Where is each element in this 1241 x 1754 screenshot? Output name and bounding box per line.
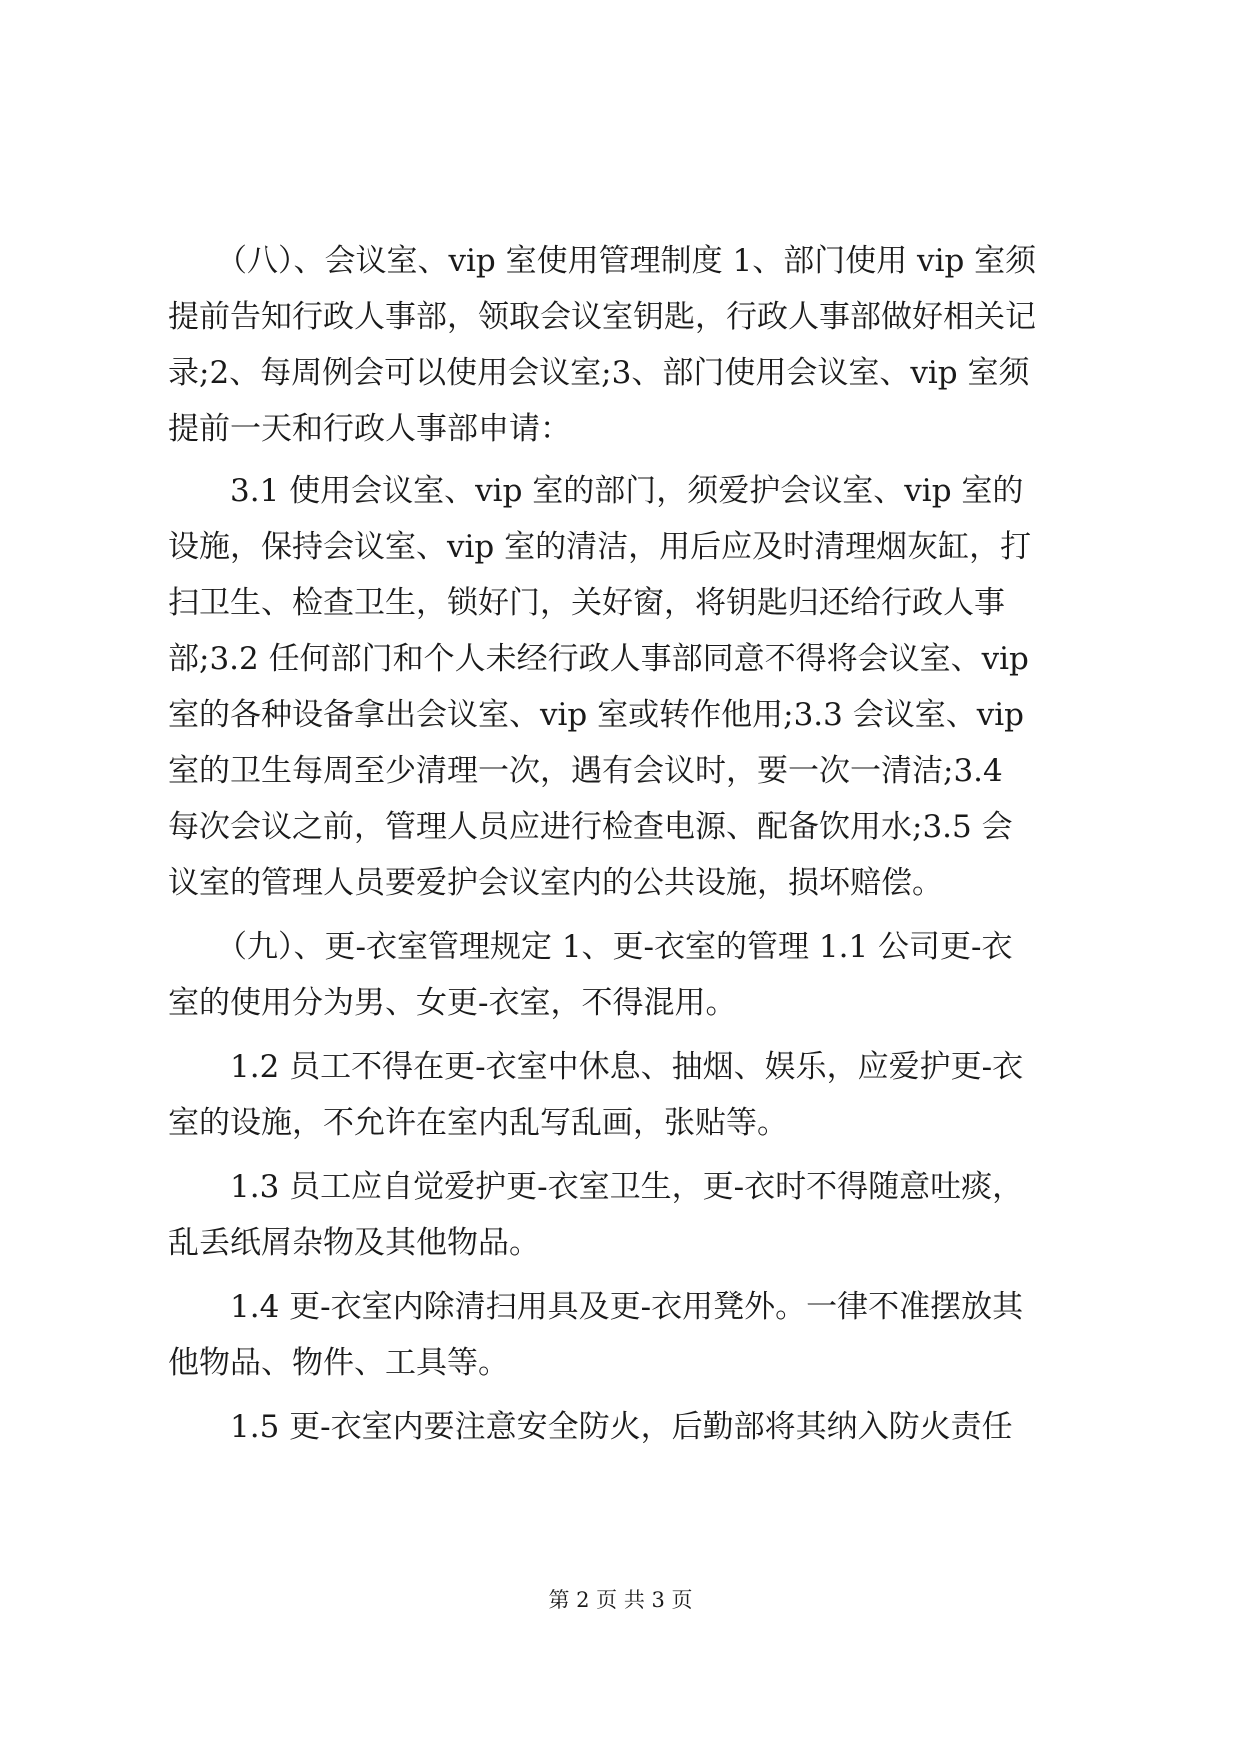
paragraph-line: 1.2 员工不得在更-衣室中休息、抽烟、娱乐，应爱护更-衣 — [230, 1049, 1024, 1085]
paragraph-line: 1.4 更-衣室内除清扫用具及更-衣用凳外。一律不准摆放其 — [230, 1289, 1024, 1325]
paragraph-line: 他物品、物件、工具等。 — [168, 1345, 509, 1381]
paragraph-line: 扫卫生、检查卫生，锁好门，关好窗，将钥匙归还给行政人事 — [168, 585, 1005, 621]
paragraph-line: （八）、会议室、vip 室使用管理制度 1、部门使用 vip 室须 — [216, 243, 1037, 279]
paragraph-line: 提前一天和行政人事部申请： — [168, 411, 571, 447]
paragraph-line: 室的设施，不允许在室内乱写乱画，张贴等。 — [168, 1105, 788, 1141]
paragraph-line: 提前告知行政人事部，领取会议室钥匙，行政人事部做好相关记 — [168, 299, 1036, 335]
paragraph-line: 1.5 更-衣室内要注意安全防火，后勤部将其纳入防火责任 — [230, 1409, 1013, 1445]
paragraph-line: 室的卫生每周至少清理一次，遇有会议时，要一次一清洁;3.4 — [168, 753, 1003, 789]
paragraph-line: 录;2、每周例会可以使用会议室;3、部门使用会议室、vip 室须 — [168, 355, 1030, 391]
paragraph-line: 设施，保持会议室、vip 室的清洁，用后应及时清理烟灰缸，打 — [168, 529, 1032, 565]
paragraph-line: 每次会议之前，管理人员应进行检查电源、配备饮用水;3.5 会 — [168, 809, 1013, 845]
paragraph-line: （九）、更-衣室管理规定 1、更-衣室的管理 1.1 公司更-衣 — [216, 929, 1013, 965]
paragraph-line: 部;3.2 任何部门和个人未经行政人事部同意不得将会议室、vip — [168, 641, 1029, 677]
paragraph-line: 室的各种设备拿出会议室、vip 室或转作他用;3.3 会议室、vip — [168, 697, 1024, 733]
paragraph-line: 3.1 使用会议室、vip 室的部门，须爱护会议室、vip 室的 — [230, 473, 1024, 509]
page-number-footer: 第 2 页 共 3 页 — [548, 1588, 693, 1612]
paragraph-line: 室的使用分为男、女更-衣室，不得混用。 — [168, 985, 737, 1021]
paragraph-line: 乱丢纸屑杂物及其他物品。 — [168, 1225, 540, 1261]
paragraph-line: 1.3 员工应自觉爱护更-衣室卫生，更-衣时不得随意吐痰， — [230, 1169, 1024, 1205]
paragraph-line: 议室的管理人员要爱护会议室内的公共设施，损坏赔偿。 — [168, 865, 943, 901]
